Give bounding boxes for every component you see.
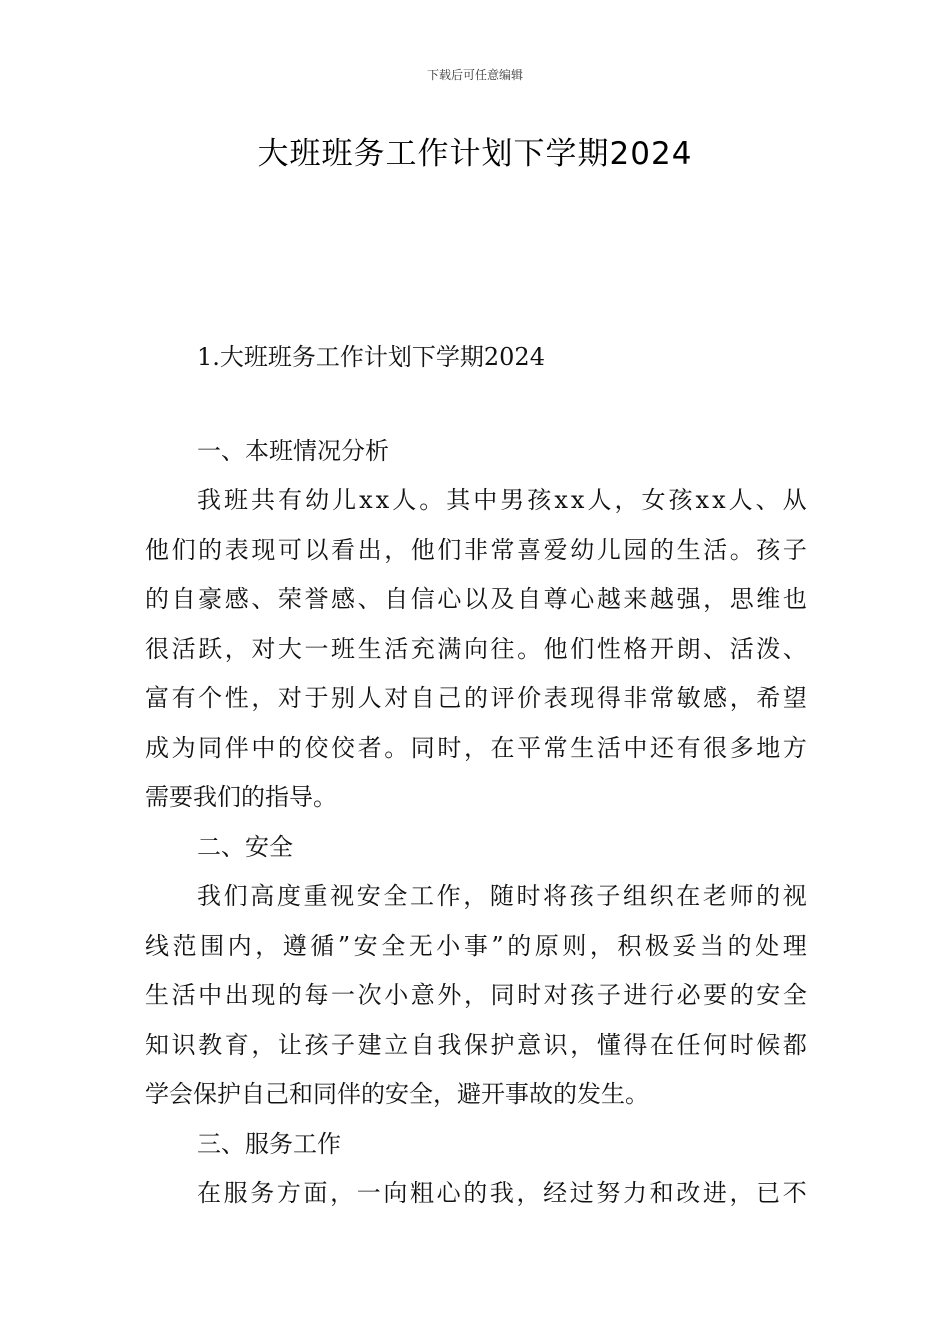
section-heading: 一、本班情况分析	[197, 436, 389, 465]
paragraph-line: 很 活 跃 ， 对 大 一 班 生 活 充 满 向 往 。 他 们 性 格 开 朗 、 活 泼 、	[145, 634, 807, 663]
paragraph-line: 线 范 围 内 ， 遵 循 ” 安 全 无 小 事 ” 的 原 则 ， 积 极 妥 当 的 处 理	[145, 931, 807, 960]
paragraph-line: 知 识 教 育 ， 让 孩 子 建 立 自 我 保 护 意 识 ， 懂 得 在 任 何 时 候 都	[145, 1030, 807, 1059]
paragraph-line: 生 活 中 出 现 的 每 一 次 小 意 外 ， 同 时 对 孩 子 进 行 必 要 的 安 全	[145, 981, 807, 1009]
paragraph-line: 成 为 同 伴 中 的 佼 佼 者 。 同 时 ， 在 平 常 生 活 中 还 有 很 多 地 方	[145, 733, 807, 762]
document-body	[145, 333, 807, 1219]
document-subtitle: 1.大班班务工作计划下学期2024	[197, 343, 545, 371]
paragraph-line: 我 班 共 有 幼 儿 x x 人 。 其 中 男 孩 x x 人 ， 女 孩 x x 人 、 从	[197, 486, 807, 514]
paragraph-line: 需要我们的指导。	[145, 783, 337, 811]
section-heading: 三、服务工作	[197, 1129, 341, 1158]
paragraph-line: 富 有 个 性 ， 对 于 别 人 对 自 己 的 评 价 表 现 得 非 常 敏 感 ， 希 望	[145, 684, 807, 712]
section-heading: 二、安全	[197, 832, 293, 861]
paragraph-line: 学会保护自己和同伴的安全，避开事故的发生。	[145, 1080, 649, 1108]
paragraph-line: 我 们 高 度 重 视 安 全 工 作 ， 随 时 将 孩 子 组 织 在 老 师 的 视	[197, 882, 807, 910]
paragraph-line: 他 们 的 表 现 可 以 看 出 ， 他 们 非 常 喜 爱 幼 儿 园 的 生 活 。 孩 子	[145, 535, 807, 564]
header-note: 下载后可任意编辑	[426, 68, 523, 82]
page-title: 大班班务工作计划下学期2024	[257, 136, 693, 172]
paragraph-line: 的 自 豪 感 、 荣 誉 感 、 自 信 心 以 及 自 尊 心 越 来 越 强 ， 思 维 也	[145, 585, 807, 613]
paragraph-line: 在 服 务 方 面 ， 一 向 粗 心 的 我 ， 经 过 努 力 和 改 进 ， 已 不	[197, 1179, 807, 1207]
